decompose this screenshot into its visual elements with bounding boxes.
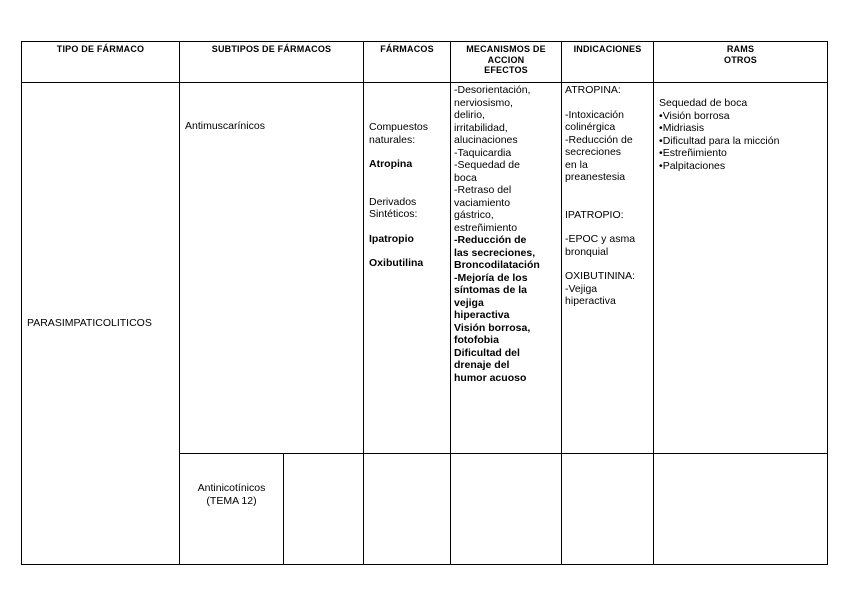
- subtipo-antimuscarinicos-cell: [180, 83, 364, 454]
- derivados-sinteticos-label: Derivados Sintéticos:: [369, 195, 418, 220]
- indicacion-atropina-text: -Intoxicación colinérgica -Reducción de secreciones en la preanestesia: [565, 108, 633, 183]
- subtipo-antinicotinicos: Antinicotínicos (TEMA 12): [197, 482, 266, 507]
- subtipo-antimuscarinicos: Antimuscarínicos: [185, 120, 265, 132]
- header-farmacos: FÁRMACOS: [364, 42, 451, 83]
- oxibutilina-label: Oxibutilina: [369, 257, 424, 269]
- indicacion-oxibutinina-text: -Vejiga hiperactiva: [565, 282, 616, 307]
- rams-cell: [654, 83, 828, 454]
- rams-text: Sequedad de boca •Visión borrosa •Midriasis •Dificultad para la micción •Estreñimiento •Palpitaciones: [659, 97, 780, 172]
- empty-cell: [364, 454, 451, 565]
- empty-cell: [562, 454, 654, 565]
- compuestos-naturales-label: Compuestos naturales:: [369, 121, 428, 146]
- header-indicaciones: INDICACIONES: [562, 42, 654, 83]
- mecanismos-cell: [451, 83, 562, 454]
- header-subtipos: SUBTIPOS DE FÁRMACOS: [180, 42, 364, 83]
- atropina-label: Atropina: [369, 158, 413, 170]
- empty-cell: [451, 454, 562, 565]
- header-row: [22, 42, 828, 83]
- header-mecanismos: MECANISMOS DE ACCION EFECTOS: [451, 42, 562, 83]
- ipatropio-label: Ipatropio: [369, 232, 414, 245]
- mecanismos-text: -Desorientación, nerviosismo, delirio, irritabilidad, alucinaciones -Taquicardia -Sequedad de boca -Retraso del vaciamiento gástrico, estreñimiento: [454, 84, 531, 234]
- farmacos-cell: [364, 83, 451, 454]
- indicacion-ipatropio-title: IPATROPIO:: [565, 208, 624, 221]
- indicacion-oxibutinina-title: OXIBUTININA:: [565, 270, 636, 282]
- tipo-label: PARASIMPATICOLITICOS: [27, 317, 152, 330]
- pharmacology-table: [21, 41, 828, 565]
- subtipo-antinicotinicos-cell: [180, 454, 284, 565]
- empty-cell: [284, 454, 364, 565]
- indicaciones-cell: [562, 83, 654, 454]
- table-row: [22, 83, 828, 454]
- mecanismos-bold-text: -Reducción de las secreciones, Broncodilatación -Mejoría de los síntomas de la vejiga hiperactiva Visión borrosa, fotofobia Dificultad del drenaje del humor acuoso: [454, 234, 540, 384]
- indicacion-atropina-title: ATROPINA:: [565, 84, 621, 96]
- header-rams: RAMS OTROS: [654, 42, 828, 83]
- empty-cell: [654, 454, 828, 565]
- header-tipo: TIPO DE FÁRMACO: [22, 42, 180, 83]
- tipo-cell: [22, 83, 180, 565]
- indicacion-ipatropio-text: -EPOC y asma bronquial: [565, 233, 636, 258]
